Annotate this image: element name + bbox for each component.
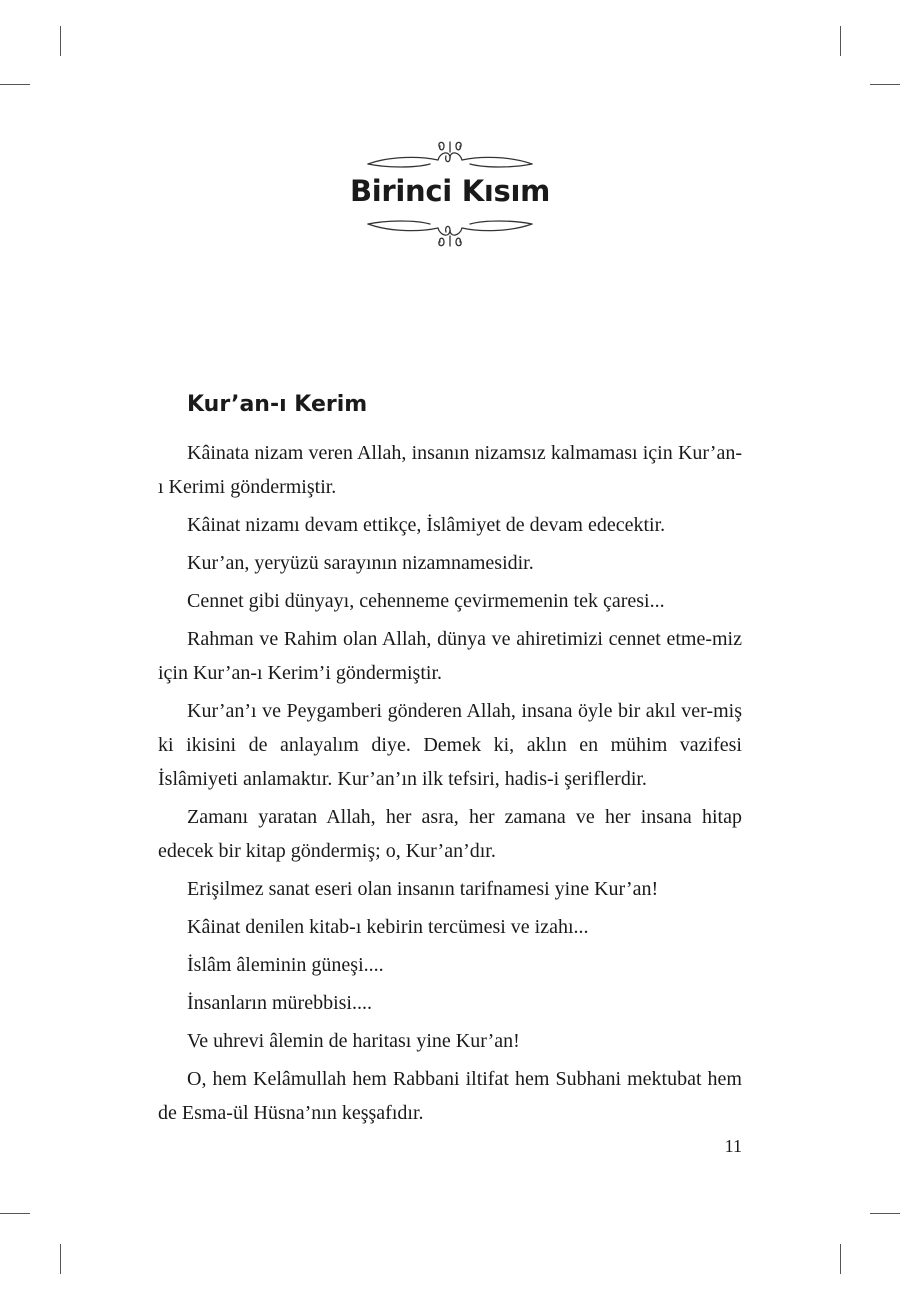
part-title: Birinci Kısım [349, 174, 551, 208]
crop-mark-bottom-right-h [870, 1213, 900, 1214]
crop-mark-bottom-left-h [0, 1213, 30, 1214]
paragraph: Kâinat denilen kitab-ı kebirin tercümesi ve izahı... [187, 916, 589, 938]
paragraph: O, hem Kelâmullah hem Rabbani iltifat hem Subhani mektubat hem de Esma-ül Hüsna’nın keşşafıdır. [158, 1068, 742, 1124]
paragraph: Kur’an’ı ve Peygamberi gönderen Allah, insana öyle bir akıl ver-miş ki ikisini de anlayalım diye. Demek ki, aklın en mühim vazifesi İslâmiyeti anlamaktır. Kur’an’ın ilk tefsiri, hadis-i şeriflerdir. [158, 700, 742, 790]
body-text [158, 436, 742, 1134]
ornament-top [360, 138, 540, 178]
crop-mark-top-right-h [870, 84, 900, 85]
paragraph: Rahman ve Rahim olan Allah, dünya ve ahiretimizi cennet etme-miz için Kur’an-ı Kerim’i göndermiştir. [158, 628, 742, 684]
crop-mark-top-left-h [0, 84, 30, 85]
crop-mark-bottom-left [60, 1244, 61, 1274]
crop-mark-top-left [60, 26, 61, 56]
paragraph: Kâinat nizamı devam ettikçe, İslâmiyet de devam edecektir. [187, 514, 666, 536]
paragraph: Kur’an, yeryüzü sarayının nizamnamesidir. [187, 552, 534, 574]
paragraph: Erişilmez sanat eseri olan insanın tarifnamesi yine Kur’an! [187, 878, 659, 900]
page-number: 11 [724, 1136, 742, 1156]
paragraph: İslâm âleminin güneşi.... [187, 954, 384, 976]
paragraph: Kâinata nizam veren Allah, insanın nizamsız kalmaması için Kur’an-ı Kerimi göndermiştir. [158, 442, 742, 498]
section-title: Kur’an-ı Kerim [187, 392, 368, 417]
crop-mark-top-right [840, 26, 841, 56]
paragraph: Cennet gibi dünyayı, cehenneme çevirmemenin tek çaresi... [187, 590, 665, 612]
paragraph: Ve uhrevi âlemin de haritası yine Kur’an! [187, 1030, 520, 1052]
paragraph: Zamanı yaratan Allah, her asra, her zamana ve her insana hitap edecek bir kitap göndermiş; o, Kur’an’dır. [158, 806, 742, 862]
crop-mark-bottom-right [840, 1244, 841, 1274]
paragraph: İnsanların mürebbisi.... [187, 992, 372, 1014]
ornament-bottom [360, 212, 540, 252]
